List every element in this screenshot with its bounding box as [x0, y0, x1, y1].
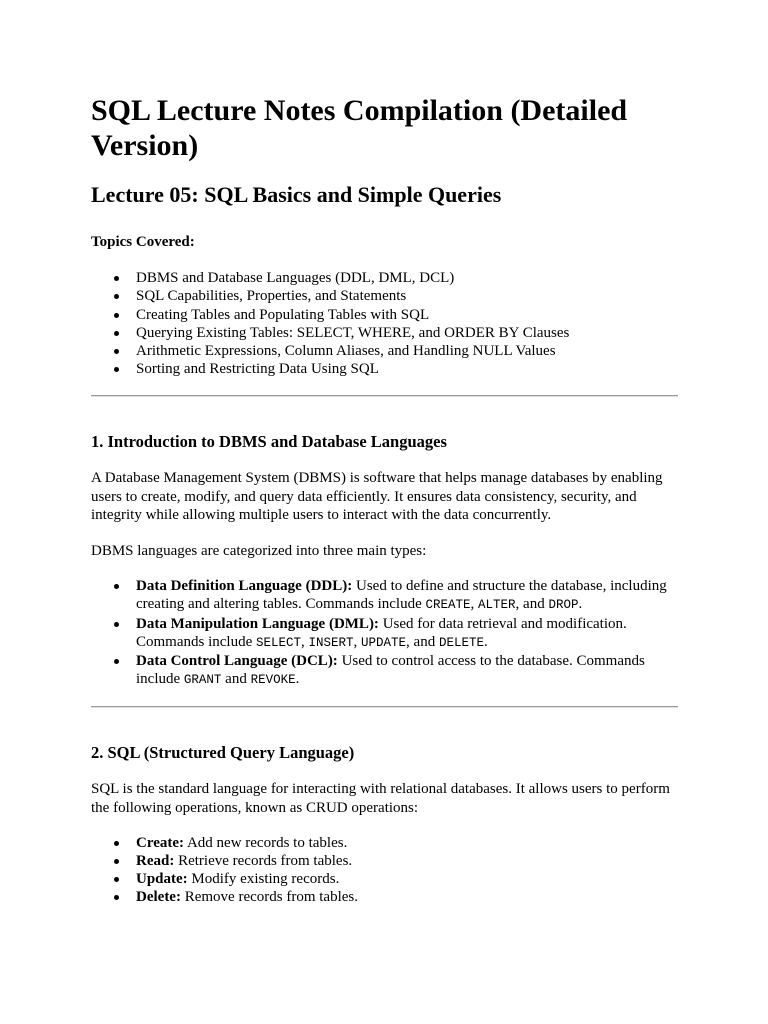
lecture-heading: Lecture 05: SQL Basics and Simple Queries: [91, 182, 502, 207]
list-item: Delete: Remove records from tables.: [136, 888, 678, 906]
section-heading: 1. Introduction to DBMS and Database Languages: [91, 432, 447, 452]
paragraph: A Database Management System (DBMS) is software that helps manage databases by enabling users to create, modify, and query data efficiently. It ensures data consistency, security, and integrity while allowing multiple users to interact with the data concurrently.: [91, 470, 663, 523]
list-item-ddl: Data Definition Language (DDL): Used to define and structure the database, including creating and altering tables. Commands include CREATE, ALTER, and DROP.: [136, 577, 678, 614]
topics-label: Topics Covered:: [91, 234, 195, 250]
list-item: Create: Add new records to tables.: [136, 834, 678, 852]
topic-item: Sorting and Restricting Data Using SQL: [136, 360, 678, 378]
paragraph: SQL is the standard language for interacting with relational databases. It allows users to perform the following operations, known as CRUD operations:: [91, 781, 670, 816]
section-divider: [91, 706, 678, 708]
list-item-dml: Data Manipulation Language (DML): Used for data retrieval and modification. Commands include SELECT, INSERT, UPDATE, and DELETE.: [136, 615, 678, 652]
paragraph: DBMS languages are categorized into three main types:: [91, 543, 427, 560]
crud-list: [91, 834, 678, 907]
document-title: SQL Lecture Notes Compilation (Detailed Version): [91, 94, 628, 162]
topic-item: DBMS and Database Languages (DDL, DML, DCL): [136, 269, 678, 287]
topics-list: [91, 269, 678, 378]
topic-item: Creating Tables and Populating Tables with SQL: [136, 306, 678, 324]
section-divider: [91, 395, 678, 397]
section-heading: 2. SQL (Structured Query Language): [91, 743, 355, 763]
list-item-dcl: Data Control Language (DCL): Used to control access to the database. Commands include GRANT and REVOKE.: [136, 652, 678, 689]
topic-item: Querying Existing Tables: SELECT, WHERE, and ORDER BY Clauses: [136, 324, 678, 342]
topic-item: SQL Capabilities, Properties, and Statements: [136, 287, 678, 305]
list-item: Update: Modify existing records.: [136, 870, 678, 888]
dbms-language-list: [91, 577, 678, 689]
topic-item: Arithmetic Expressions, Column Aliases, and Handling NULL Values: [136, 342, 678, 360]
list-item: Read: Retrieve records from tables.: [136, 852, 678, 870]
